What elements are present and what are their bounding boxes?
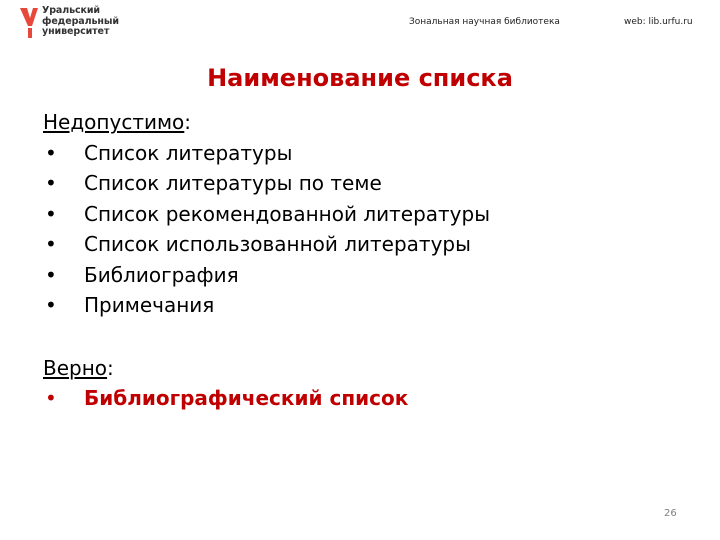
invalid-colon: : bbox=[184, 110, 192, 134]
urfu-logo-icon bbox=[20, 8, 38, 38]
page-number: 26 bbox=[664, 508, 677, 519]
valid-label: Верно bbox=[43, 355, 108, 380]
slide-title: Наименование списка bbox=[207, 64, 513, 92]
list-item: • Список использованной литературы bbox=[43, 229, 490, 260]
invalid-list bbox=[43, 138, 490, 321]
valid-colon: : bbox=[107, 355, 114, 380]
website-address: web: lib.urfu.ru bbox=[624, 17, 693, 27]
valid-list bbox=[43, 383, 490, 414]
list-item-correct: • Библиографический список bbox=[43, 383, 490, 414]
valid-heading bbox=[43, 353, 490, 384]
library-name: Зональная научная библиотека bbox=[409, 17, 560, 27]
list-item: • Список литературы по теме bbox=[43, 168, 490, 199]
logo-line: Уральский bbox=[42, 5, 100, 16]
list-item: • Библиография bbox=[43, 260, 490, 291]
list-item: • Список рекомендованной литературы bbox=[43, 199, 490, 230]
urfu-logo bbox=[20, 6, 130, 40]
logo-text bbox=[42, 6, 119, 38]
logo-line: федеральный bbox=[42, 15, 119, 27]
logo-line: университет bbox=[42, 26, 110, 37]
invalid-label: Недопустимо bbox=[43, 110, 185, 134]
slide-content bbox=[43, 107, 490, 414]
list-item: • Примечания bbox=[43, 290, 490, 321]
list-item: • Список литературы bbox=[43, 138, 490, 169]
invalid-heading bbox=[43, 107, 490, 138]
